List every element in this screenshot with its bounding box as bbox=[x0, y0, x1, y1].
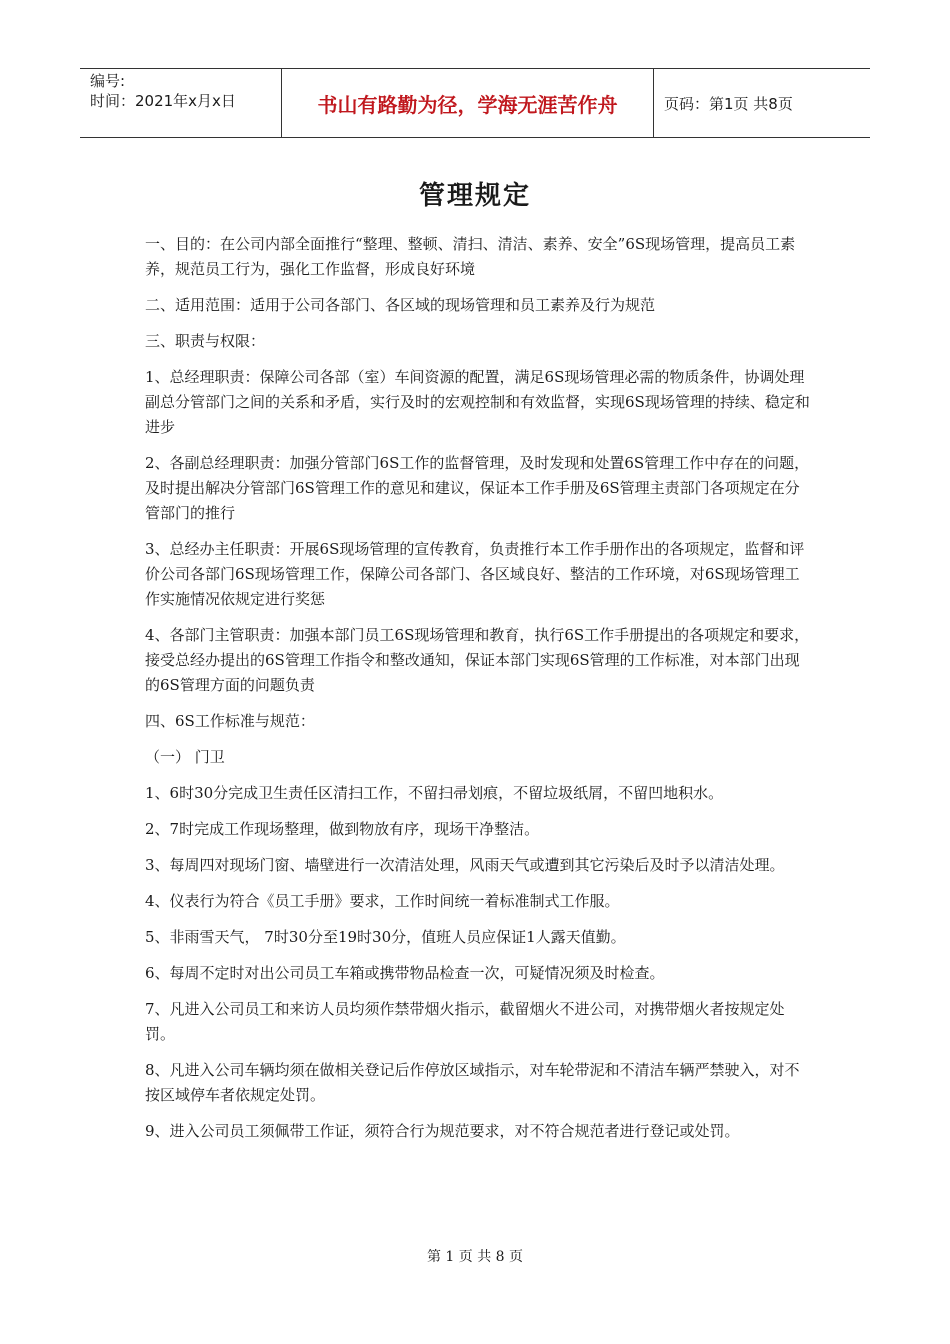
paragraph: 1、总经理职责：保障公司各部（室）车间资源的配置，满足6S现场管理必需的物质条件，协调处理副总分管部门之间的关系和矛盾，实行及时的宏观控制和有效监督，实现6S现场管理的持续、稳定和进步 bbox=[145, 368, 810, 436]
paragraph: 4、各部门主管职责：加强本部门员工6S现场管理和教育，执行6S工作手册提出的各项规定和要求，接受总经办提出的6S管理工作指令和整改通知，保证本部门实现6S管理的工作标准，对本部门出现的6S管理方面的问题负责 bbox=[145, 626, 810, 694]
document-date: 时间：2021年x月x日 bbox=[90, 92, 236, 110]
paragraph: 8、凡进入公司车辆均须在做相关登记后作停放区域指示，对车轮带泥和不清洁车辆严禁驶入，对不按区域停车者依规定处罚。 bbox=[145, 1061, 800, 1104]
page-header bbox=[80, 68, 870, 138]
paragraph: （一） 门卫 bbox=[145, 748, 225, 766]
document-body bbox=[145, 232, 810, 1155]
paragraph: 2、各副总经理职责：加强分管部门6S工作的监督管理，及时发现和处置6S管理工作中存在的问题，及时提出解决分管部门6S管理工作的意见和建议，保证本工作手册及6S管理主责部门各项规定在分管部门的推行 bbox=[145, 454, 810, 522]
paragraph: 4、仪表行为符合《员工手册》要求，工作时间统一着标准制式工作服。 bbox=[145, 892, 620, 910]
header-meta bbox=[80, 69, 281, 137]
paragraph: 3、每周四对现场门窗、墙壁进行一次清洁处理，风雨天气或遭到其它污染后及时予以清洁处理。 bbox=[145, 856, 785, 874]
document-title: 管理规定 bbox=[418, 181, 531, 211]
paragraph: 1、6时30分完成卫生责任区清扫工作，不留扫帚划痕，不留垃圾纸屑，不留凹地积水。 bbox=[145, 784, 724, 802]
paragraph: 一、目的：在公司内部全面推行“整理、整顿、清扫、清洁、素养、安全”6S现场管理，提高员工素养，规范员工行为，强化工作监督，形成良好环境 bbox=[145, 235, 796, 278]
header-slogan: 书山有路勤为径，学海无涯苦作舟 bbox=[281, 69, 654, 137]
paragraph: 三、职责与权限： bbox=[145, 332, 266, 350]
paragraph: 2、7时完成工作现场整理，做到物放有序，现场干净整洁。 bbox=[145, 820, 540, 838]
paragraph: 5、非雨雪天气， 7时30分至19时30分，值班人员应保证1人露天值勤。 bbox=[145, 928, 626, 946]
paragraph: 7、凡进入公司员工和来访人员均须作禁带烟火指示，截留烟火不进公司，对携带烟火者按规定处罚。 bbox=[145, 1000, 785, 1043]
page-footer: 第 1 页 共 8 页 bbox=[426, 1249, 524, 1265]
paragraph: 9、进入公司员工须佩带工作证，须符合行为规范要求，对不符合规范者进行登记或处罚。 bbox=[145, 1122, 740, 1140]
paragraph: 四、6S工作标准与规范： bbox=[145, 712, 315, 730]
document-number-label: 编号: bbox=[90, 72, 126, 90]
paragraph: 3、总经办主任职责：开展6S现场管理的宣传教育，负责推行本工作手册作出的各项规定，监督和评价公司各部门6S现场管理工作，保障公司各部门、各区域良好、整洁的工作环境，对6S现场管理工作实施情况依规定进行奖惩 bbox=[145, 540, 805, 608]
header-page-info: 页码：第1页 共8页 bbox=[664, 94, 793, 113]
paragraph: 二、适用范围：适用于公司各部门、各区域的现场管理和员工素养及行为规范 bbox=[145, 296, 656, 314]
paragraph: 6、每周不定时对出公司员工车箱或携带物品检查一次，可疑情况须及时检查。 bbox=[145, 964, 665, 982]
